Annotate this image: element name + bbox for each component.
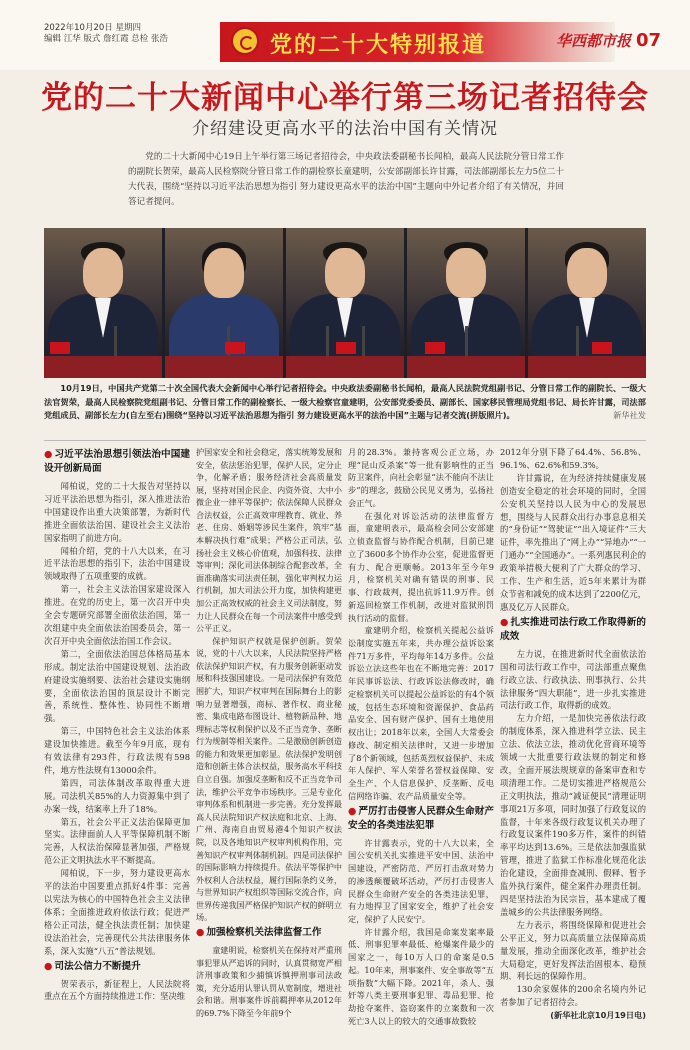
body-paragraph: 左力介绍，一是加快完善依法行政的制度体系，深入推进科学立法、民主立法、依法立法，推动优化营商环境等领域一大批重要行政法规的制定和修改，全面开展法规规章的备案审查和专项清理工作。二是切实推进严格规范公正文明执法，推动“减证便民”清理证明事项21万多项，同时加强了行政复议的监督，十年来各级行政复议机关办理了行政复议案件190多万件，案件的纠错率平均达到13.6%。三是依法加强监狱管理，推进了监狱工作标准化规范化法治化建设，全面排查减刑、假释、暂予监外执行案件，健全案件办理责任制。四是坚持法治为民宗旨，基本建成了覆盖城乡的公共法律服务网络。	[500, 713, 646, 917]
caption-text: 10月19日，中国共产党第二十次全国代表大会新闻中心举行记者招待会。中央政法委副秘书长闻柏，最高人民法院党组副书记、分管日常工作的副院长、一级大法官贺荣，最高人民检察院党组副书记、分管日常工作的副检察长、一级大检察官童建明，公安部党委委员、副部长、国家移民管理局党组书记、局长许甘露，司法部党组成员、副部长左力(自左至右)围绕“坚持以习近平法治思想为指引 努力建设更高水平的法治中国”主题与记者交流(拼版照片)。	[44, 383, 646, 420]
body-paragraph: 童建明介绍，检察机关提起公益诉讼制度实施五年来，共办理公益诉讼案件71万多件，平均每年14万多件。公益诉讼立法这些年也在不断地完善：2017年民事诉讼法、行政诉讼法修改时，确定检察机关可以提起公益诉讼的有4个领域，包括生态环境和资源保护、食品药品安全、国有财产保护、国有土地使用权出让；2018年以来，全国人大常委会修改、制定相关法律时，又进一步增加了8个新领域，包括英烈权益保护、未成年人保护、军人荣誉名誉权益保障、安全生产、个人信息保护、反垄断、反电信网络诈骗、农产品质量安全等。	[348, 625, 494, 801]
section-heading: ● 习近平法治思想引领法治中国建设开创新局面	[44, 448, 190, 476]
text-column	[500, 446, 646, 1022]
speaker-photo	[407, 228, 525, 378]
issue-info	[44, 23, 168, 45]
body-paragraph: 第五，社会公平正义法治保障更加坚实。法律面前人人平等保障机制不断完善，人权法治保障显著加强，严格规范公正文明执法水平不断提高。	[44, 816, 190, 866]
body-paragraph: 130余家媒体的200余名境内外记者参加了记者招待会。	[500, 984, 646, 1008]
dateline-signoff: (新华社北京10月19日电)	[550, 1010, 646, 1021]
body-paragraph: 2012年分别下降了64.4%、56.8%、96.1%、62.6%和59.3%。	[500, 447, 646, 470]
newspaper-masthead: 华西都市报	[556, 32, 632, 50]
lead-paragraph: 党的二十大新闻中心19日上午举行第三场记者招待会，中央政法委副秘书长闻柏，最高人民法院分管日常工作的副院长贺荣，最高人民检察院分管日常工作的副检察长童建明，公安部副部长许甘露，司法部副部长左力5位二十大代表，围绕“坚持以习近平法治思想为指引 努力建设更高水平的法治中国”主题向中外记者介绍了有关情况，并回答记者提问。	[128, 152, 564, 207]
subheadline: 介绍建设更高水平的法治中国有关情况	[192, 119, 498, 139]
body-paragraph: 在强化对诉讼活动的法律监督方面，童建明表示，最高检会同公安部建立侦查监督与协作配合机制，目前已建立了3600多个协作办公室，促进监督更有力、配合更顺畅。2013年至今年9月，检察机关对确有错误的刑事、民事、行政裁判，提出抗诉11.9万件。创新巡回检察工作机制，改进对监狱刑罚执行活动的监督。	[348, 510, 494, 623]
body-paragraph: 闻柏说，党的二十大报告对坚持以习近平法治思想为指引，深入推进法治中国建设作出重大决策部署，为新时代推进全面依法治国、建设社会主义法治国家指明了前进方向。	[44, 481, 190, 543]
body-paragraph: 护国家安全和社会稳定，落实统筹发展和安全，依法惩治犯罪，保护人民，定分止争，化解矛盾；服务经济社会高质量发展，坚持对国企民企、内资外资、大中小微企业一律平等保护；依法保障人民群众合法权益，公正高效审理教育、就业、养老、住房、婚姻等涉民生案件，筑牢“基本解决执行难”成果；严格公正司法，弘扬社会主义核心价值观，加强科技、法律等审判；深化司法体制综合配套改革，全面准确落实司法责任制，强化审判权力运行机制，加大司法公开力度，加快构建更加公正高效权威的社会主义司法制度，努力让人民群众在每一个司法案件中感受到公平正义。	[196, 447, 342, 634]
body-paragraph: 闻柏介绍，党的十八大以来，在习近平法治思想的指引下，法治中国建设领域取得了五项重要的成就。	[44, 545, 190, 582]
text-column	[44, 446, 190, 1003]
page-number: 07	[636, 30, 662, 51]
headline: 党的二十大新闻中心举行第三场记者招待会	[41, 80, 649, 116]
photo-caption	[44, 382, 646, 423]
speaker-photo	[286, 228, 404, 378]
body-paragraph: 第三，中国特色社会主义法治体系建设加快推进。截至今年9月底，现有有效法律有293件，行政法规有598件，地方性法规有13000余件。	[44, 726, 190, 775]
body-paragraph: 第一，社会主义法治国家建设深入推进。在党的历史上，第一次召开中央全会专题研究部署全面依法治国，第一次组建中央全面依法治国委员会，第一次召开中央全面依法治国工作会议。	[44, 584, 190, 646]
body-paragraph: 左力说，在推进新时代全面依法治国和司法行政工作中，司法部重点聚焦行政立法、行政执法、刑事执行、公共法律服务“四大职能”，进一步扎实推进司法行政工作，取得新的成效。	[500, 648, 646, 711]
speaker-photo	[165, 228, 283, 378]
editor-credits: 编辑 江华 版式 詹红霞 总检 张浩	[44, 34, 169, 44]
body-paragraph: 贺荣表示，新征程上，人民法院将重点在五个方面持续推进工作：坚决维	[44, 978, 190, 1002]
body-paragraph: 月的28.3%。兼持客观公正立场，办理“昆山反杀案”等一批有影响性的正当防卫案件，向社会彰显“法不能向不法让步”的理念，鼓励公民见义勇为，弘扬社会正气。	[348, 447, 494, 508]
banner-title: 党的二十大特别报道	[270, 33, 487, 58]
section-heading: ● 扎实推进司法行政工作取得新的成效	[500, 616, 646, 644]
body-paragraph: 童建明说，检察机关在保持对严重刑事犯罪从严追诉的同时，认真贯彻宽严相济刑事政策和少捕慎诉慎押刑事司法政策，充分适用认罪认罚从宽制度，增进社会和谐。刑事案件诉前羁押率从2012年的69.7%下降至今年前9个	[196, 944, 342, 1018]
body-paragraph: 第二，全面依法治国总体格局基本形成。制定法治中国建设规划、法治政府建设实施纲要、法治社会建设实施纲要，全面依法治国的顶层设计不断完善，系统性、整体性、协同性不断增强。	[44, 648, 190, 724]
section-heading: ● 司法公信力不断提升	[44, 960, 190, 974]
issue-date: 2022年10月20日 星期四	[44, 23, 141, 33]
composite-photo	[44, 228, 646, 378]
body-paragraph: 许甘露说，在为经济持续健康发展创造安全稳定的社会环境的同时，全国公安机关坚持以人民为中心的发展思想，围绕与人民群众出行办事息息相关的“身份证”“驾驶证”“出入境证件”三大证件，率先推出了“网上办”“异地办”“一门通办”“全国通办”。一系列惠民利企的政策举措极大便利了广大群众的学习、工作、生产和生活，近5年来累计为群众节省和减免的成本达到了2200亿元，惠及亿万人民群众。	[500, 472, 646, 612]
body-paragraph: 左力表示，将围绕保障和促进社会公平正义，努力以高质量立法保障高质量发展，推动全面深化改革，维护社会大局稳定，更好发挥法治固根本、稳预期、利长远的保障作用。	[500, 919, 646, 982]
party-emblem-icon	[231, 27, 259, 55]
body-paragraph: 闻柏说，下一步，努力建设更高水平的法治中国要重点抓好4件事：完善以宪法为核心的中国特色社会主义法律体系；全面推进政府依法行政；促进严格公正司法，健全执法责任制；加快建设法治社会，完善现代公共法律服务体系，深入实施“八五”普法规划。	[44, 868, 190, 956]
speaker-photo	[44, 228, 162, 378]
section-heading: ● 严厉打击侵害人民群众生命财产安全的各类违法犯罪	[348, 805, 494, 833]
body-paragraph: 第四，司法体制改革取得重大进展。司法机关85%的人力资源集中到了办案一线，结案率上升了18%。	[44, 777, 190, 814]
body-paragraph: 许甘露表示，党的十八大以来，全国公安机关扎实推进平安中国、法治中国建设，严密防范、严厉打击敌对势力的渗透颠覆破坏活动，严厉打击侵害人民群众生命财产安全的各类违法犯罪，有力地捍卫了国家安全，维护了社会安定，保护了人民安宁。	[348, 837, 494, 924]
text-column	[348, 446, 494, 1028]
text-column	[196, 446, 342, 1019]
body-paragraph: 许甘露介绍，我国是命案发案率最低、刑事犯罪率最低、枪爆案件最少的国家之一，每10万人口的命案是0.5起。10年来，刑事案件、安全事故等“五项指数”大幅下降。2021年，杀人、强奸等八类主要刑事犯罪、毒品犯罪、抢劫抢夺案件、盗窃案件的立案数和一次死亡3人以上的较大的交通事故数较	[348, 926, 494, 1026]
speaker-photo	[528, 228, 646, 378]
section-heading: ● 加强检察机关法律监督工作	[196, 926, 342, 940]
body-paragraph: 保护知识产权就是保护创新。贺荣说，党的十八大以来，人民法院坚持严格依法保护知识产权，有力服务创新驱动发展和科技强国建设。一是司法保护有效范围扩大，知识产权审判在国际舞台上的影响力显著增强，商标、著作权、商业秘密、集成电路布图设计、植物新品种、地理标志等权利保护以及不正当竞争、垄断行为规制等相关案件。二是激励创新创造的能力和效果更加彰显。依法保护发明创造和创新主体合法权益，服务高水平科技自立自强。加强反垄断和反不正当竞争司法，维护公平竞争市场秩序。三是专业化审判体系和机制进一步完善。充分发挥最高人民法院知识产权法庭和北京、上海、广州、海南自由贸易港4个知识产权法院，以及各地知识产权审判机构作用，完善知识产权审判体制机制。四是司法保护的国际影响力持续提升。依法平等保护中外权利人合法权益，履行国际条约义务，与世界知识产权组织等国际交流合作，向世界传递我国严格保护知识产权的鲜明立场。	[196, 635, 342, 923]
photo-credit: 新华社发	[613, 410, 646, 420]
divider	[44, 440, 646, 441]
